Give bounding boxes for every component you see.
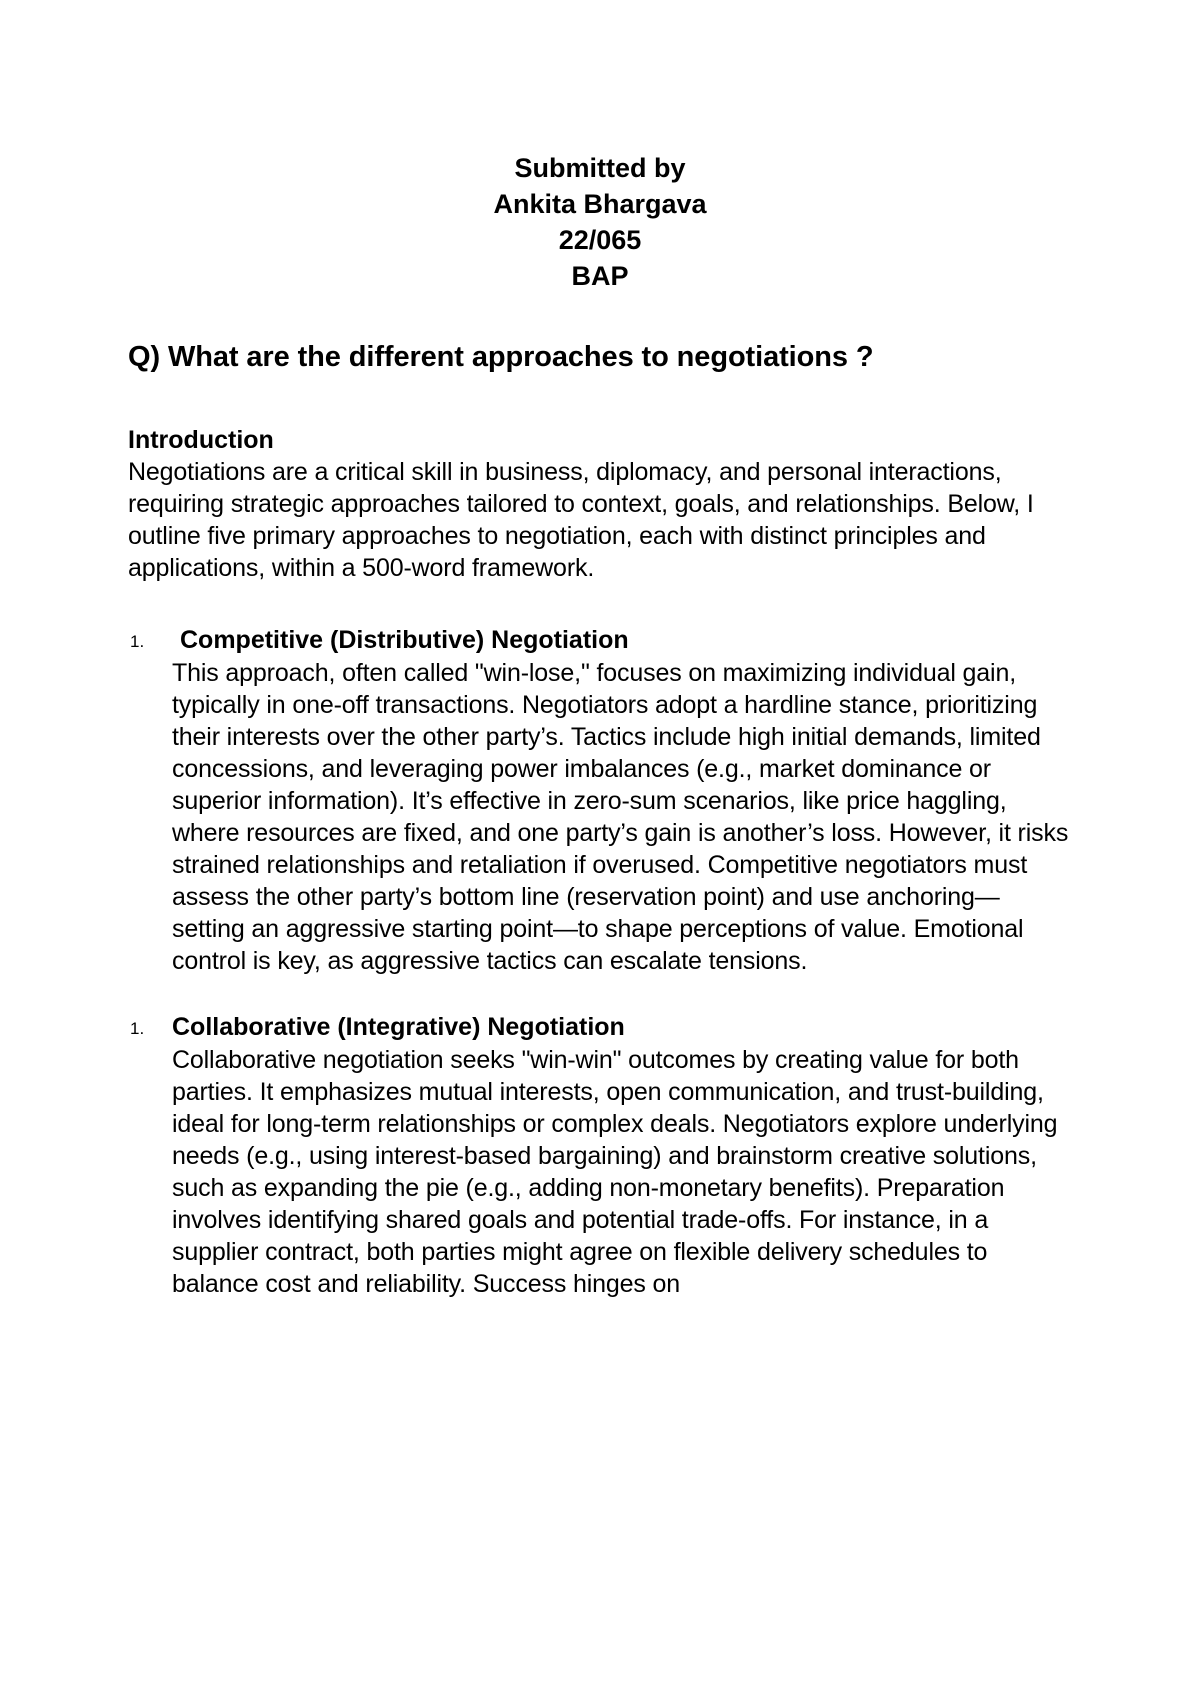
list-item-marker: 1. (130, 632, 145, 651)
list-item-body: Collaborative negotiation seeks "win-win" outcomes by creating value for both parties. It emphasizes mutual interests, open communication, and trust-building, ideal for long-term relationships or complex deals. Negotiators explore underlying needs (e.g., using interest-based bargaining) and brainstorm creative solutions, such as expanding the pie (e.g., adding non-monetary benefits). Preparation involves identifying shared goals and potential trade-offs. For instance, in a supplier contract, both parties might agree on flexible delivery schedules to balance cost and reliability. Success hinges on (172, 1046, 1058, 1298)
introduction-text: Negotiations are a critical skill in business, diplomacy, and personal interactions, requiring strategic approaches tailored to context, goals, and relationships. Below, I outline five primary approaches to negotiation, each with distinct principles and applications, within a 500-word framework. (128, 458, 1034, 582)
introduction-heading: Introduction (128, 426, 274, 454)
list-item-marker: 1. (130, 1019, 145, 1038)
submission-header (128, 150, 1072, 294)
approaches-list (128, 624, 1072, 1300)
roll-number: 22/065 (558, 225, 642, 255)
course-code: BAP (571, 261, 629, 291)
question-title: Q) What are the different approaches to negotiations ? (128, 341, 874, 373)
list-item-title: Competitive (Distributive) Negotiation (180, 626, 629, 654)
list-item-title: Collaborative (Integrative) Negotiation (172, 1013, 625, 1041)
submitted-by-label: Submitted by (514, 153, 686, 183)
list-item (130, 1011, 1072, 1300)
list-item (130, 624, 1072, 977)
list-item-body: This approach, often called "win-lose," focuses on maximizing individual gain, typically in one-off transactions. Negotiators adopt a hardline stance, prioritizing their interests over the other party’s. Tactics include high initial demands, limited concessions, and leveraging power imbalances (e.g., market dominance or superior information). It’s effective in zero-sum scenarios, like price haggling, where resources are fixed, and one party’s gain is another’s loss. However, it risks strained relationships and retaliation if overused. Competitive negotiators must assess the other party’s bottom line (reservation point) and use anchoring—setting an aggressive starting point—to shape perceptions of value. Emotional control is key, as aggressive tactics can escalate tensions. (172, 659, 1069, 975)
author-name: Ankita Bhargava (493, 189, 707, 219)
